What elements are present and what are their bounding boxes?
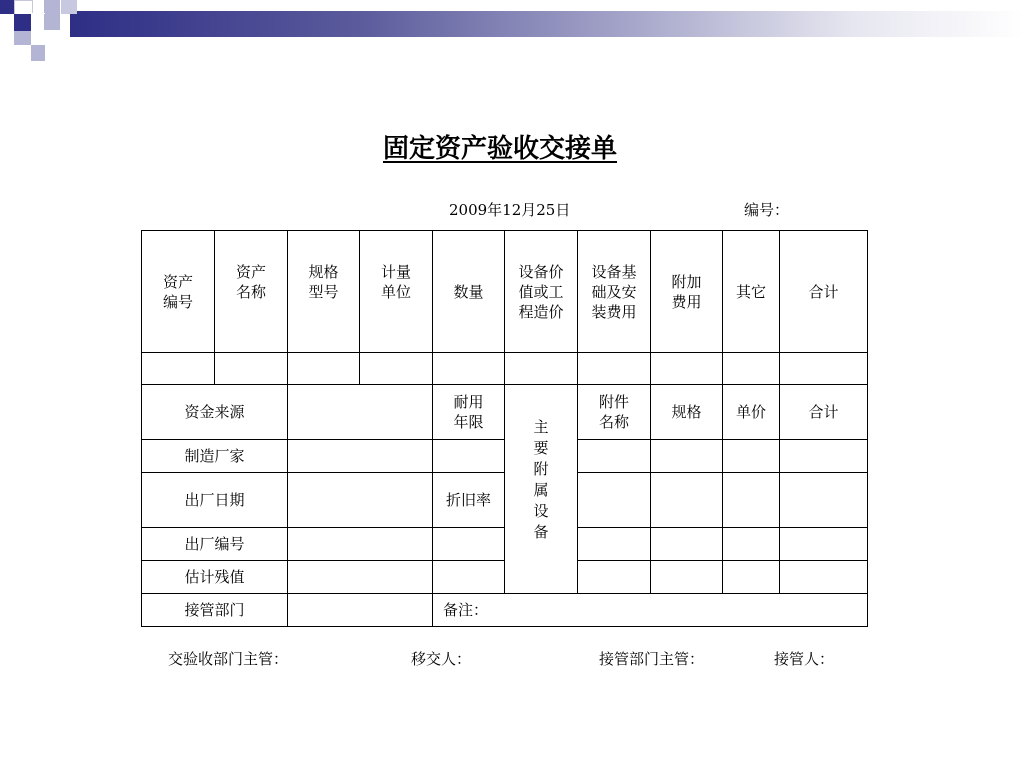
value-funding-source (288, 385, 433, 440)
label-serial-number: 出厂编号 (142, 528, 288, 561)
form-title: 固定资产验收交接单 (382, 134, 617, 164)
header-asset-name: 资产 名称 (215, 231, 288, 353)
remarks-field: 备注： (433, 594, 868, 627)
label-unit-price: 单价 (723, 385, 780, 440)
table-cell (651, 561, 723, 594)
corner-square-decoration (14, 14, 31, 31)
header-additional-cost: 附加 费用 (651, 231, 723, 353)
table-cell (578, 561, 651, 594)
table-cell (723, 353, 780, 385)
label-depreciation-rate: 折旧率 (433, 473, 505, 528)
table-cell (505, 353, 578, 385)
corner-square-decoration (31, 45, 45, 61)
header-other: 其它 (723, 231, 780, 353)
table-cell (780, 473, 868, 528)
table-cell (651, 473, 723, 528)
table-cell (723, 473, 780, 528)
table-cell (780, 440, 868, 473)
table-cell (433, 561, 505, 594)
table-cell (142, 353, 215, 385)
table-cell (723, 440, 780, 473)
table-cell (288, 353, 360, 385)
table-cell (578, 440, 651, 473)
corner-square-decoration (14, 31, 31, 45)
value-estimated-residual (288, 561, 433, 594)
table-cell (360, 353, 433, 385)
table-cell (651, 528, 723, 561)
value-service-life (433, 440, 505, 473)
header-gradient-band (70, 11, 1024, 37)
label-manufacture-date: 出厂日期 (142, 473, 288, 528)
table-row-funding (142, 385, 868, 440)
table-cell (780, 561, 868, 594)
table-cell (651, 440, 723, 473)
header-quantity: 数量 (433, 231, 505, 353)
footer-handover-person: 移交人： (411, 650, 472, 668)
label-receiving-dept: 接管部门 (142, 594, 288, 627)
value-depreciation-rate (433, 528, 505, 561)
footer-receiving-supervisor: 接管部门主管： (599, 650, 705, 668)
label-service-life: 耐用 年限 (433, 385, 505, 440)
corner-square-decoration (44, 14, 60, 30)
label-attachment-name: 附件 名称 (578, 385, 651, 440)
form-date: 2009年12月25日 (449, 201, 571, 219)
header-unit: 计量 单位 (360, 231, 433, 353)
footer-receiver: 接管人： (774, 650, 835, 668)
table-row-receiving-dept (142, 594, 868, 627)
header-equipment-value: 设备价 值或工 程造价 (505, 231, 578, 353)
table-cell (578, 353, 651, 385)
value-manufacturer (288, 440, 433, 473)
table-cell (723, 561, 780, 594)
header-spec-model: 规格 型号 (288, 231, 360, 353)
table-cell (780, 353, 868, 385)
table-cell (578, 528, 651, 561)
table-cell (433, 353, 505, 385)
value-receiving-dept (288, 594, 433, 627)
corner-square-decoration (61, 0, 77, 14)
table-cell (215, 353, 288, 385)
footer-acceptance-supervisor: 交验收部门主管： (168, 650, 289, 668)
table-cell (651, 353, 723, 385)
label-total: 合计 (780, 385, 868, 440)
label-funding-source: 资金来源 (142, 385, 288, 440)
table-blank-row (142, 353, 868, 385)
corner-square-decoration (0, 0, 14, 14)
label-spec: 规格 (651, 385, 723, 440)
table-header-row (142, 231, 868, 353)
label-main-equipment: 主 要 附 属 设 备 (505, 385, 578, 594)
table-cell (578, 473, 651, 528)
label-estimated-residual: 估计残值 (142, 561, 288, 594)
corner-square-decoration (31, 13, 45, 30)
table-cell (780, 528, 868, 561)
value-serial-number (288, 528, 433, 561)
header-total: 合计 (780, 231, 868, 353)
label-manufacturer: 制造厂家 (142, 440, 288, 473)
table-cell (723, 528, 780, 561)
acceptance-handover-table (141, 230, 868, 627)
corner-square-decoration (31, 31, 45, 45)
corner-square-decoration (44, 0, 60, 14)
header-asset-number: 资产 编号 (142, 231, 215, 353)
form-number-label: 编号： (744, 201, 790, 219)
header-installation-cost: 设备基 础及安 装费用 (578, 231, 651, 353)
value-manufacture-date (288, 473, 433, 528)
